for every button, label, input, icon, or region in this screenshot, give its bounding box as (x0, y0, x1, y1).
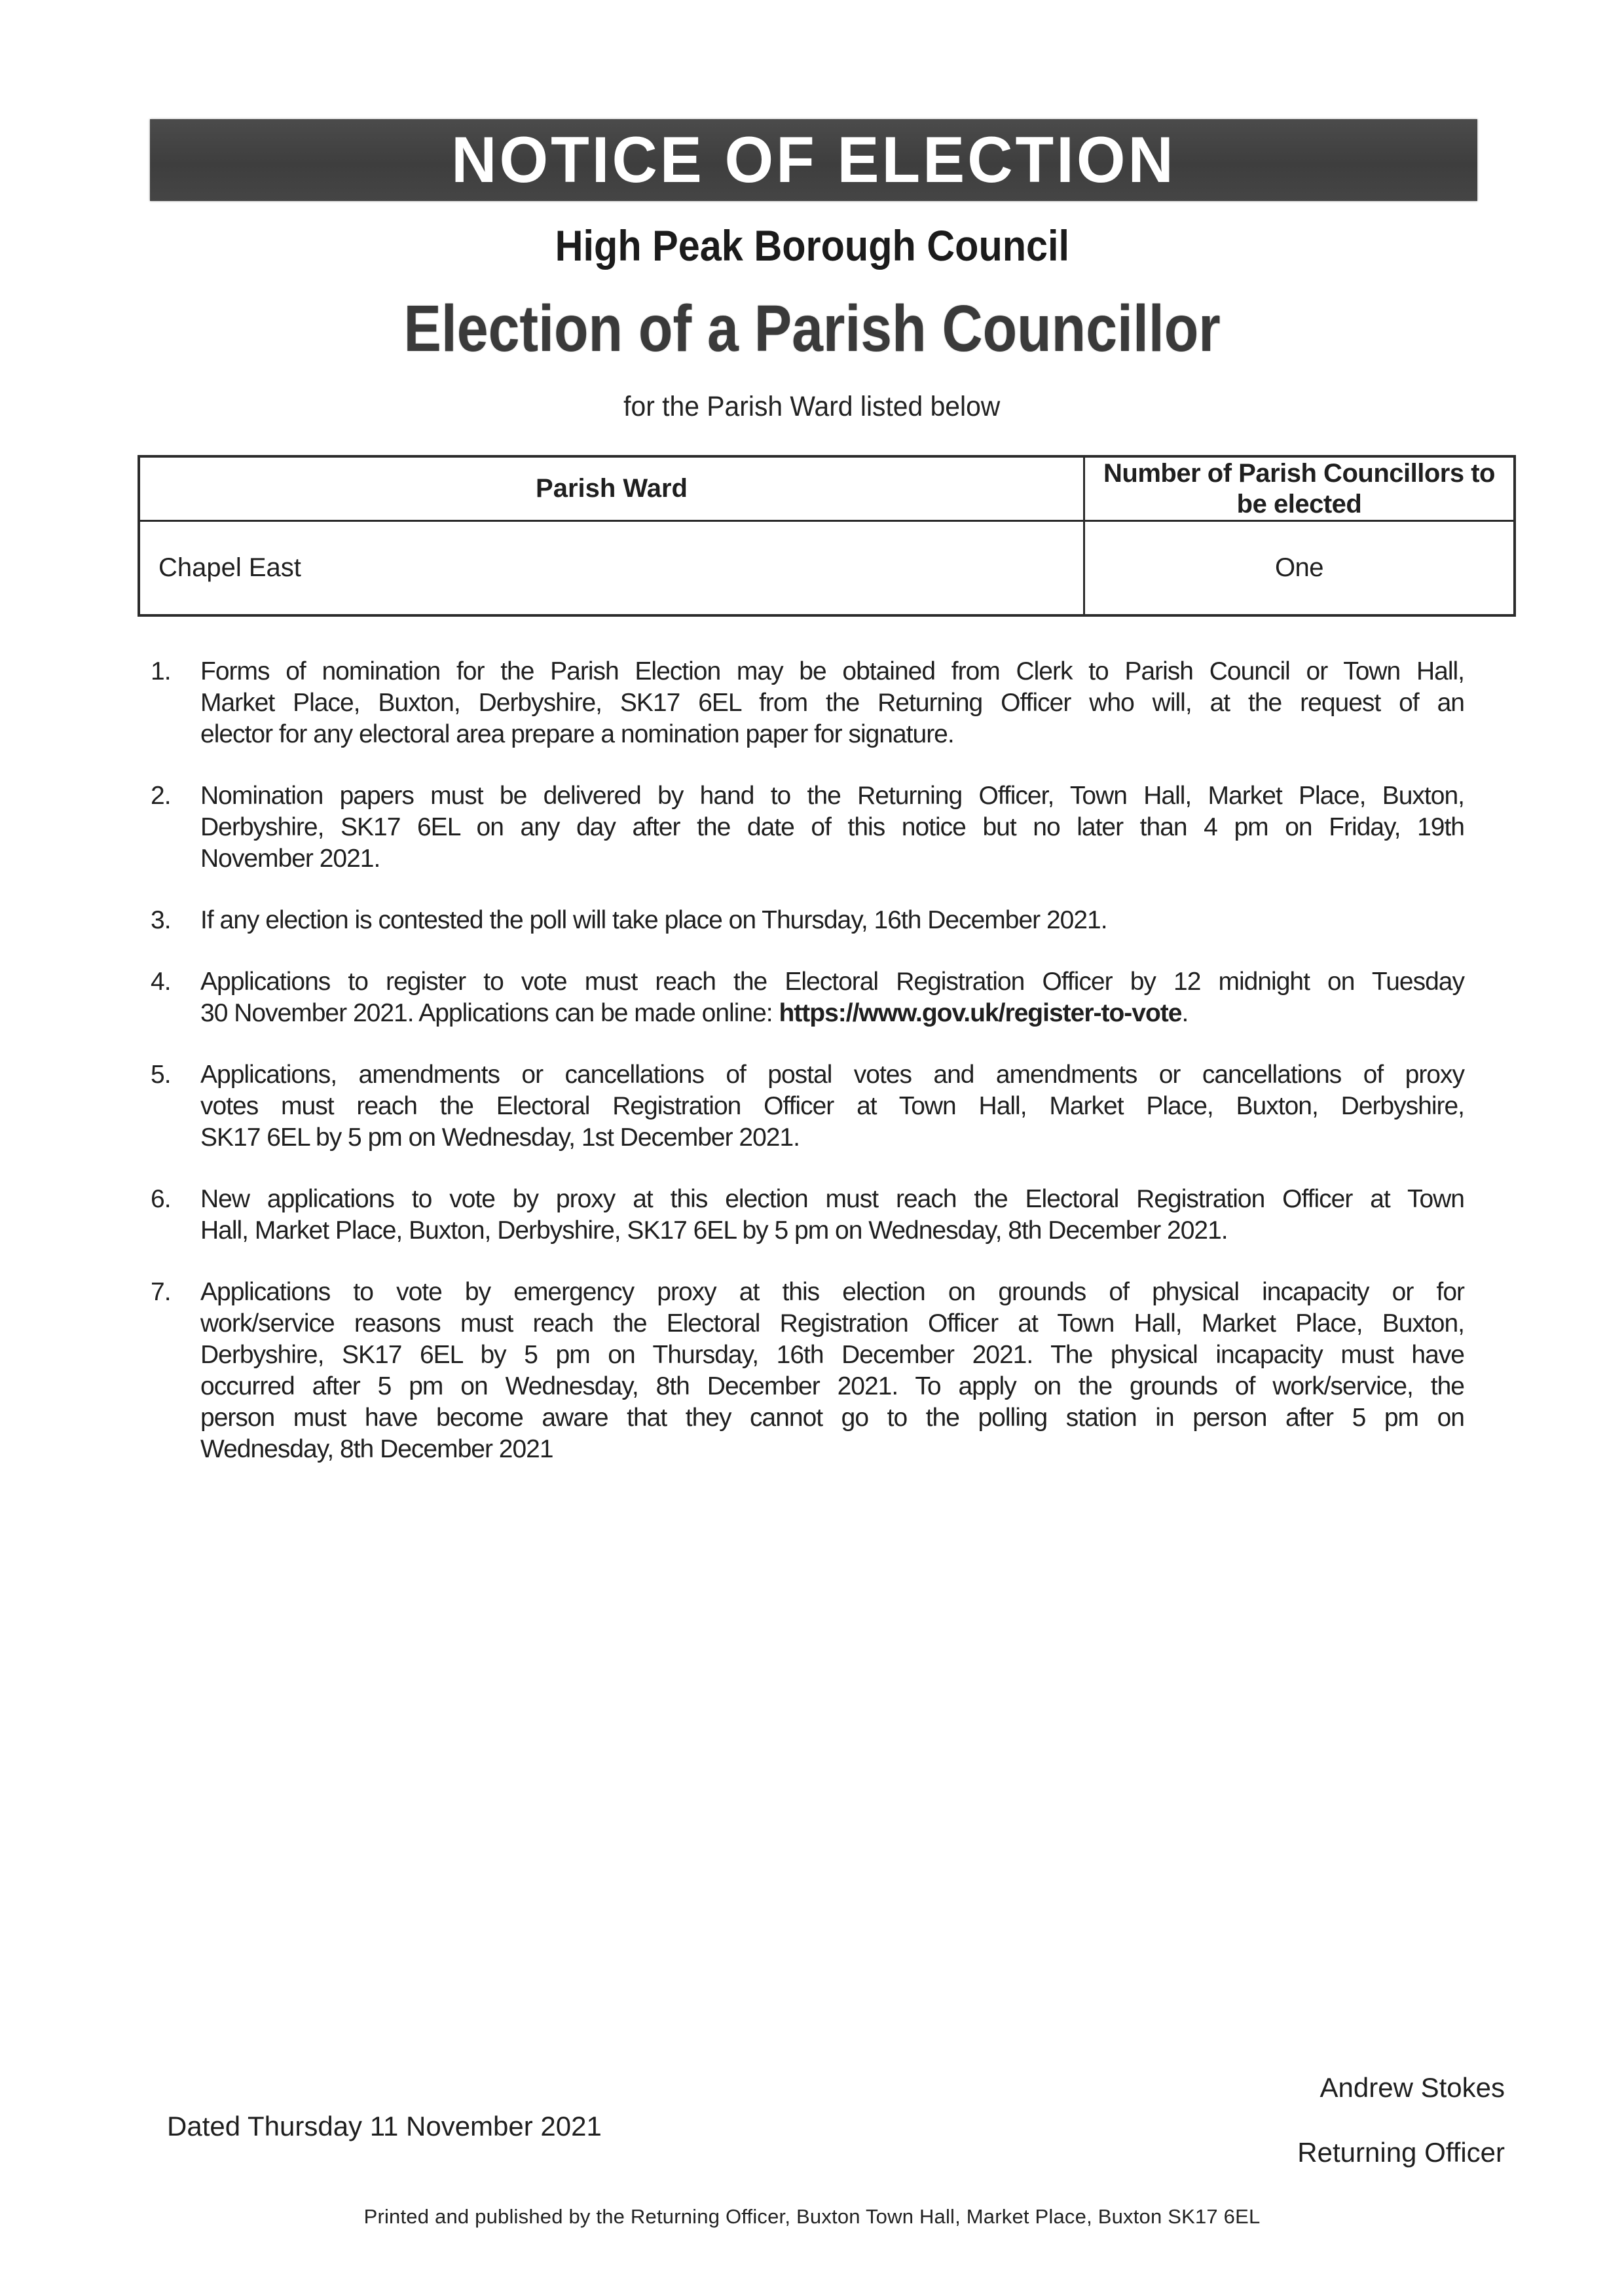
notice-number: 3. (151, 906, 171, 934)
table-header-row (140, 458, 1513, 522)
notice-number: 1. (151, 657, 171, 685)
notice-number: 4. (151, 968, 171, 996)
parish-ward-value: Chapel East (140, 522, 1085, 614)
notice-text (200, 966, 1464, 1029)
notice-line: Wednesday, 8th December 2021 (200, 1435, 553, 1463)
notice-item (151, 780, 1464, 875)
notice-line: Derbyshire, SK17 6EL by 5 pm on Thursday, 16th December 2021. The physical incapacity must have (200, 1341, 1464, 1369)
notice-text (200, 780, 1464, 875)
notice-line: work/service reasons must reach the Electoral Registration Officer at Town Hall, Market Place, Buxton, (200, 1309, 1464, 1338)
notice-text (200, 1184, 1464, 1247)
notice-number: 7. (151, 1278, 171, 1306)
notice-line: 30 November 2021. Applications can be made online: https://www.gov.uk/register-to-vote. (200, 999, 1189, 1027)
notice-item (151, 1059, 1464, 1154)
notice-text (200, 1277, 1464, 1465)
notice-line: person must have become aware that they cannot go to the polling station in person after 5 pm on (200, 1404, 1464, 1432)
notice-line: Applications to vote by emergency proxy at this election on grounds of physical incapacity or for (200, 1278, 1464, 1306)
notice-line: Applications, amendments or cancellations of postal votes and amendments or cancellations of proxy (200, 1061, 1464, 1089)
imprint-line: Printed and published by the Returning Officer, Buxton Town Hall, Market Place, Buxton SK17 6EL (363, 2205, 1261, 2228)
council-name: High Peak Borough Council (555, 221, 1069, 270)
column-header-councillors: Number of Parish Councillors to be elected (1103, 458, 1495, 519)
notice-line: votes must reach the Electoral Registration Officer at Town Hall, Market Place, Buxton, Derbyshire, (200, 1092, 1464, 1120)
notice-item (151, 966, 1464, 1029)
notice-line: Applications to register to vote must reach the Electoral Registration Officer by 12 midnight on Tuesday (200, 968, 1464, 996)
signatory-name: Andrew Stokes (1320, 2072, 1505, 2103)
election-title: Election of a Parish Councillor (403, 292, 1221, 365)
notice-line: New applications to vote by proxy at this election must reach the Electoral Registration Officer at Town (200, 1185, 1464, 1213)
councillors-count-value: One (1274, 553, 1324, 582)
notice-item (151, 1184, 1464, 1247)
notice-line: Hall, Market Place, Buxton, Derbyshire, SK17 6EL by 5 pm on Wednesday, 8th December 2021. (200, 1216, 1228, 1245)
notice-line: Market Place, Buxton, Derbyshire, SK17 6EL from the Returning Officer who will, at the request of an (200, 689, 1464, 717)
notice-item (151, 656, 1464, 750)
notice-text (200, 656, 1464, 750)
notice-line: SK17 6EL by 5 pm on Wednesday, 1st December 2021. (200, 1123, 800, 1152)
table-row (140, 522, 1513, 614)
notice-text (200, 1059, 1464, 1154)
notice-line: occurred after 5 pm on Wednesday, 8th December 2021. To apply on the grounds of work/service, the (200, 1372, 1464, 1400)
notices-list (151, 656, 1464, 1495)
notice-number: 5. (151, 1061, 171, 1089)
notice-line: elector for any electoral area prepare a nomination paper for signature. (200, 720, 954, 748)
column-header-parish-ward: Parish Ward (140, 458, 1085, 520)
notice-text (200, 905, 1464, 936)
returning-officer-title: Returning Officer (1297, 2137, 1505, 2168)
notice-line: Forms of nomination for the Parish Election may be obtained from Clerk to Parish Council or Town Hall, (200, 657, 1464, 685)
notice-item (151, 905, 1464, 936)
parish-ward-table (138, 455, 1516, 617)
banner-title: NOTICE OF ELECTION (451, 123, 1176, 196)
notice-item (151, 1277, 1464, 1465)
notice-number: 6. (151, 1185, 171, 1213)
notice-number: 2. (151, 782, 171, 810)
notice-line: Nomination papers must be delivered by hand to the Returning Officer, Town Hall, Market Place, Buxton, (200, 782, 1464, 810)
notice-line: Derbyshire, SK17 6EL on any day after the date of this notice but no later than 4 pm on Friday, 19th (200, 813, 1464, 841)
dated-line: Dated Thursday 11 November 2021 (167, 2111, 602, 2141)
election-subtitle: for the Parish Ward listed below (623, 391, 1001, 422)
register-to-vote-url: https://www.gov.uk/register-to-vote (779, 999, 1182, 1027)
notice-banner (150, 119, 1477, 201)
notice-line: If any election is contested the poll will take place on Thursday, 16th December 2021. (200, 906, 1107, 934)
notice-line: November 2021. (200, 845, 380, 873)
